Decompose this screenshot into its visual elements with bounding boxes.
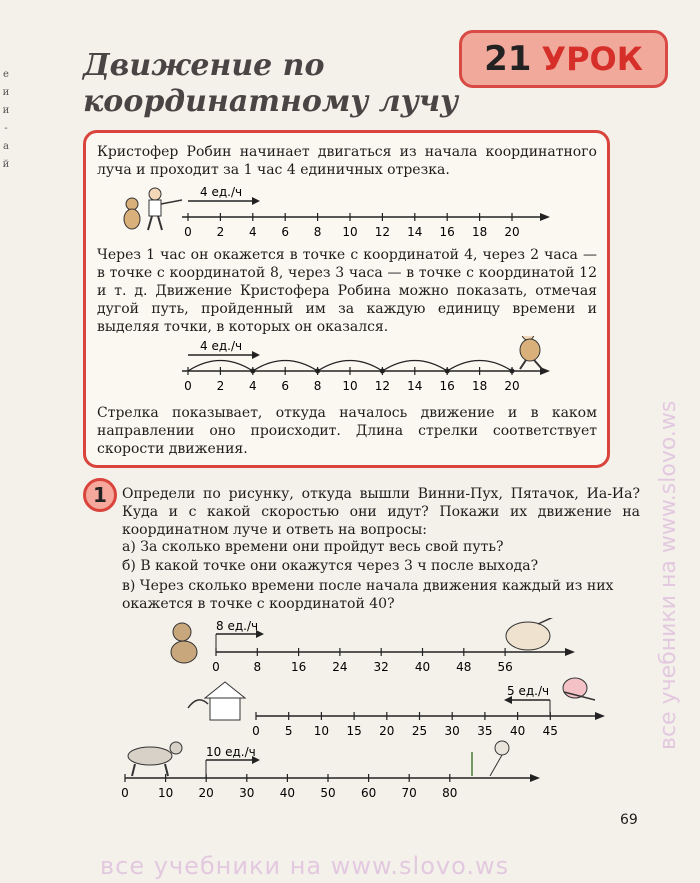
robin-tick-label: 0 [184, 225, 192, 239]
piglet-tick-label: 40 [509, 724, 526, 738]
robin-tick-label: 14 [407, 225, 423, 239]
robin-tick-label: 12 [374, 225, 391, 239]
piglet-speed-label: 5 ед./ч [507, 684, 550, 698]
eeyore-icon [128, 742, 182, 776]
robin-tick-label: 20 [504, 225, 520, 239]
piglet-tick-label: 10 [313, 724, 330, 738]
watermark-vertical-text: все учебники на www.slovo.ws [656, 400, 681, 750]
robin-arcs-tick-label: 2 [216, 379, 225, 393]
pooh-tick-label: 16 [290, 660, 307, 674]
intro-paragraph-2: Через 1 час он окажется в точке с координатой 4, через 2 часа — в точке с координатой 8, через 3 часа — в точке с координатой 12 и т. д. Движение Кристофера Робина можно показать, отмечая дугой путь, пройденный им за каждую единицу времени и выделяя точки, в которых он оказался. [97, 247, 597, 335]
left-edge-letters [0, 66, 12, 174]
robin-arcs-tick-label: 0 [184, 379, 192, 393]
robin-arcs-tick-label: 12 [374, 379, 391, 393]
pooh-tick-label: 56 [497, 660, 513, 674]
robin-arcs-tick-label: 20 [504, 379, 520, 393]
robin-arcs-tick-label: 18 [471, 379, 488, 393]
piglet-tick-label: 0 [252, 724, 260, 738]
number-line-robin [110, 182, 560, 242]
lesson-word: УРОК [541, 40, 643, 78]
intro-paragraph-3: Стрелка показывает, откуда началось движение и в каком направлении оно происходит. Длина стрелки соответствует скорости движения. [97, 405, 597, 457]
question-c: в) Через сколько времени после начала движения каждый из них окажется в точке с координатой 40? [122, 578, 614, 612]
lesson-badge [459, 30, 668, 88]
pooh-tick-label: 48 [456, 660, 472, 674]
lesson-number: 21 [484, 39, 532, 79]
robin-tick-label: 16 [439, 225, 455, 239]
piglet-tick-label: 20 [379, 724, 395, 738]
number-line-piglet [180, 668, 620, 740]
speed-label: 4 ед./ч [200, 185, 243, 199]
edge-letter: е [3, 69, 9, 80]
robin-tick-label: 8 [313, 225, 322, 239]
robin-arcs-tick-label: 4 [248, 379, 257, 393]
eeyore-tick-label: 40 [279, 786, 296, 800]
piglet-tick-label: 35 [477, 724, 493, 738]
robin-tick-label: 4 [248, 225, 257, 239]
christopher-robin-carrying-bear-icon [520, 336, 542, 369]
robin-arcs-tick-label: 16 [439, 379, 455, 393]
edge-letter: и [2, 87, 10, 98]
piglet-house-icon [188, 682, 245, 720]
eeyore-tick-label: 30 [239, 786, 255, 800]
watermark-vertical [655, 120, 683, 760]
pooh-tick-label: 0 [212, 660, 220, 674]
piglet-tick-label: 15 [346, 724, 362, 738]
honey-pot-icon [506, 618, 560, 650]
robin-arcs-tick-label: 10 [342, 379, 358, 393]
piglet-tick-label: 30 [444, 724, 460, 738]
pooh-tick-label: 8 [253, 660, 262, 674]
edge-letter: и [2, 105, 10, 116]
eeyore-tick-label: 20 [198, 786, 214, 800]
watermark-horizontal: все учебники на www.slovo.ws [100, 852, 510, 880]
eeyore-tick-label: 50 [320, 786, 336, 800]
question-b: б) В какой точке они окажутся через 3 ч после выхода? [122, 558, 539, 574]
pooh-tick-label: 24 [332, 660, 348, 674]
piglet-tick-label: 25 [411, 724, 428, 738]
eeyore-tick-label: 60 [360, 786, 377, 800]
number-line-eeyore [110, 738, 550, 808]
robin-arcs-tick-label: 8 [313, 379, 322, 393]
task-text: Определи по рисунку, откуда вышли Винни-Пух, Пятачок, Иа-Иа? Куда и с какой скоростью они идут? Покажи их движение на координатном луче и ответь на вопросы: [122, 486, 640, 538]
robin-arcs-tick-label: 6 [281, 379, 290, 393]
eeyore-speed-label: 10 ед./ч [206, 745, 256, 759]
question-a: а) За сколько времени они пройдут весь свой путь? [122, 539, 504, 555]
robin-tick-label: 2 [216, 225, 225, 239]
title-line-2: координатному лучу [83, 84, 459, 119]
pooh-tick-label: 32 [373, 660, 389, 674]
speed-label-2: 4 ед./ч [200, 339, 243, 353]
pooh-bear-icon [171, 623, 197, 663]
eeyore-tick-label: 70 [401, 786, 417, 800]
robin-tick-label: 6 [281, 225, 290, 239]
pooh-speed-label: 8 ед./ч [216, 619, 259, 633]
pooh-tick-label: 40 [414, 660, 431, 674]
page-title [83, 48, 463, 120]
bear-icon [124, 198, 140, 229]
task-number-badge: 1 [83, 478, 117, 512]
christopher-robin-icon [148, 188, 182, 230]
edge-letter: а [3, 141, 9, 152]
eeyore-tick-label: 0 [121, 786, 129, 800]
piglet-tick-label: 45 [542, 724, 558, 738]
eeyore-tick-label: 80 [442, 786, 458, 800]
balloon-flowers-icon [472, 741, 509, 776]
page-number: 69 [620, 812, 638, 828]
piglet-tick-label: 5 [284, 724, 293, 738]
eeyore-tick-label: 10 [157, 786, 174, 800]
number-line-robin-arcs [110, 336, 560, 396]
edge-letter: - [4, 123, 8, 134]
robin-tick-label: 10 [342, 225, 358, 239]
robin-arcs-tick-label: 14 [407, 379, 423, 393]
title-line-1: Движение по [83, 48, 325, 83]
intro-paragraph-1: Кристофер Робин начинает двигаться из начала координатного луча и проходит за 1 час 4 единичных отрезка. [97, 144, 597, 178]
piglet-icon [563, 678, 595, 700]
edge-letter: й [2, 159, 10, 170]
robin-tick-label: 18 [471, 225, 488, 239]
